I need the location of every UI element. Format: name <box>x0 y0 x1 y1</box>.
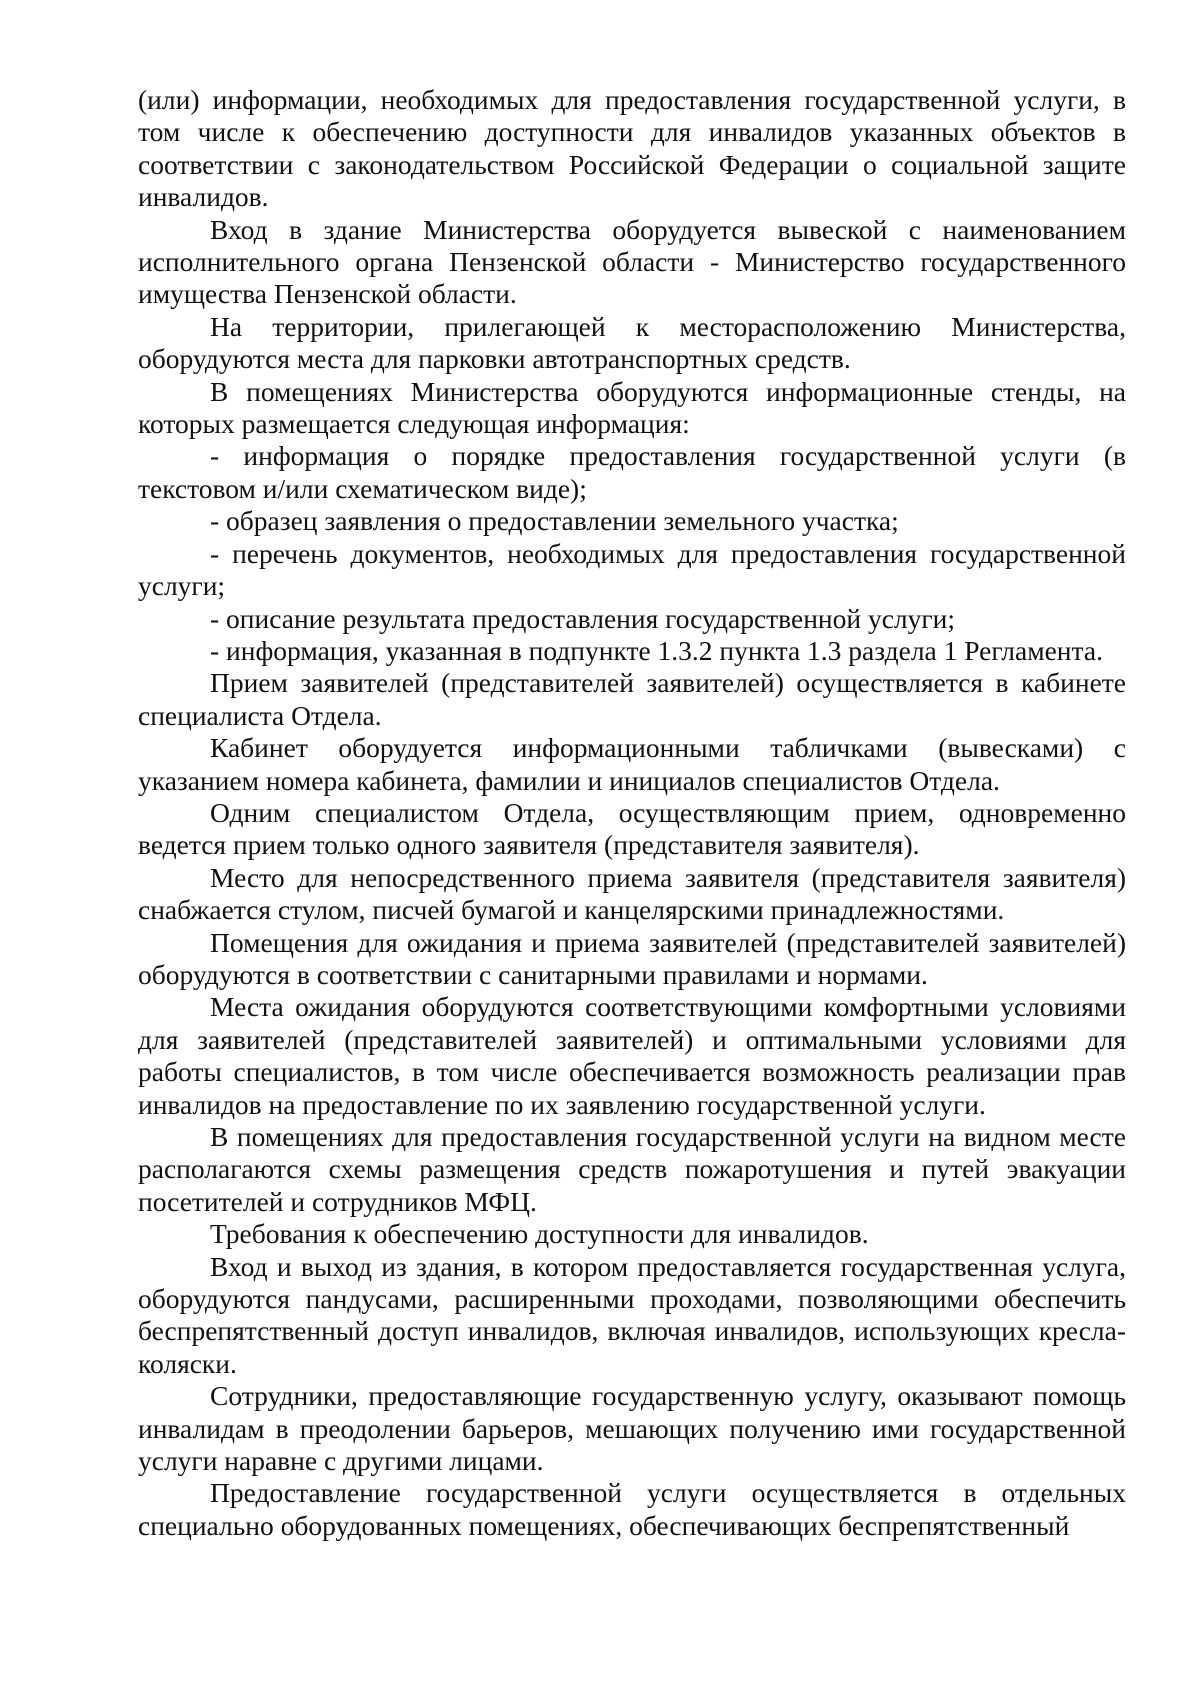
list-item-application-sample: - образец заявления о предоставлении земельного участка; <box>210 505 899 537</box>
paragraph-evacuation-schemes: В помещениях для предоставления государственной услуги на видном месте располагаются схемы размещения средств пожаротушения и путей эвакуации посетителей и сотрудников МФЦ. <box>138 1121 1126 1217</box>
paragraph-reception-office: Прием заявителей (представителей заявителей) осуществляется в кабинете специалиста Отдела. <box>138 667 1126 731</box>
paragraph-waiting-conditions: Места ожидания оборудуются соответствующими комфортными условиями для заявителей (представителей заявителей) и оптимальными условиями для работы специалистов, в том числе обеспечивается возможность реализации прав инвалидов на предоставление по их заявлению государственной услуги. <box>138 991 1126 1120</box>
paragraph-special-rooms: Предоставление государственной услуги осуществляется в отдельных специально оборудованных помещениях, обеспечивающих беспрепятственный <box>138 1477 1126 1541</box>
paragraph-waiting-rooms: Помещения для ожидания и приема заявителей (представителей заявителей) оборудуются в соответствии с санитарными правилами и нормами. <box>138 926 1126 990</box>
paragraph-continued: (или) информации, необходимых для предоставления государственной услуги, в том числе к обеспечению доступности для инвалидов указанных объектов в соответствии с законодательством Российской Федерации о социальной защите инвалидов. <box>138 84 1126 213</box>
paragraph-one-applicant: Одним специалистом Отдела, осуществляющим прием, одновременно ведется прием только одного заявителя (представителя заявителя). <box>138 796 1126 861</box>
paragraph-info-stands: В помещениях Министерства оборудуются информационные стенды, на которых размещается следующая информация: <box>138 375 1126 440</box>
document-body <box>138 84 1126 1542</box>
list-item-result-description: - описание результата предоставления государственной услуги; <box>210 602 956 634</box>
paragraph-accessibility-heading: Требования к обеспечению доступности для инвалидов. <box>210 1218 869 1250</box>
paragraph-building-sign: Вход в здание Министерства оборудуется вывеской с наименованием исполнительного органа Пензенской области - Министерство государственного имущества Пензенской области. <box>138 213 1126 310</box>
paragraph-office-signs: Кабинет оборудуется информационными табличками (вывесками) с указанием номера кабинета, фамилии и инициалов специалистов Отдела. <box>138 732 1126 796</box>
paragraph-staff-assistance: Сотрудники, предоставляющие государственную услугу, оказывают помощь инвалидам в преодолении барьеров, мешающих получению ими государственной услуги наравне с другими лицами. <box>138 1380 1126 1477</box>
list-item-document-list: - перечень документов, необходимых для предоставления государственной услуги; <box>138 537 1126 602</box>
list-item-subclause-info: - информация, указанная в подпункте 1.3.2 пункта 1.3 раздела 1 Регламента. <box>210 634 1103 666</box>
list-item-procedure-info: - информация о порядке предоставления государственной услуги (в текстовом и/или схематическом виде); <box>138 440 1126 504</box>
paragraph-reception-place: Место для непосредственного приема заявителя (представителя заявителя) снабжается стулом, писчей бумагой и канцелярскими принадлежностями. <box>138 861 1126 926</box>
paragraph-ramps: Вход и выход из здания, в котором предоставляется государственная услуга, оборудуются пандусами, расширенными проходами, позволяющими обеспечить беспрепятственный доступ инвалидов, включая инвалидов, использующих кресла-коляски. <box>138 1250 1126 1379</box>
paragraph-parking: На территории, прилегающей к месторасположению Министерства, оборудуются места для парковки автотранспортных средств. <box>138 310 1126 375</box>
